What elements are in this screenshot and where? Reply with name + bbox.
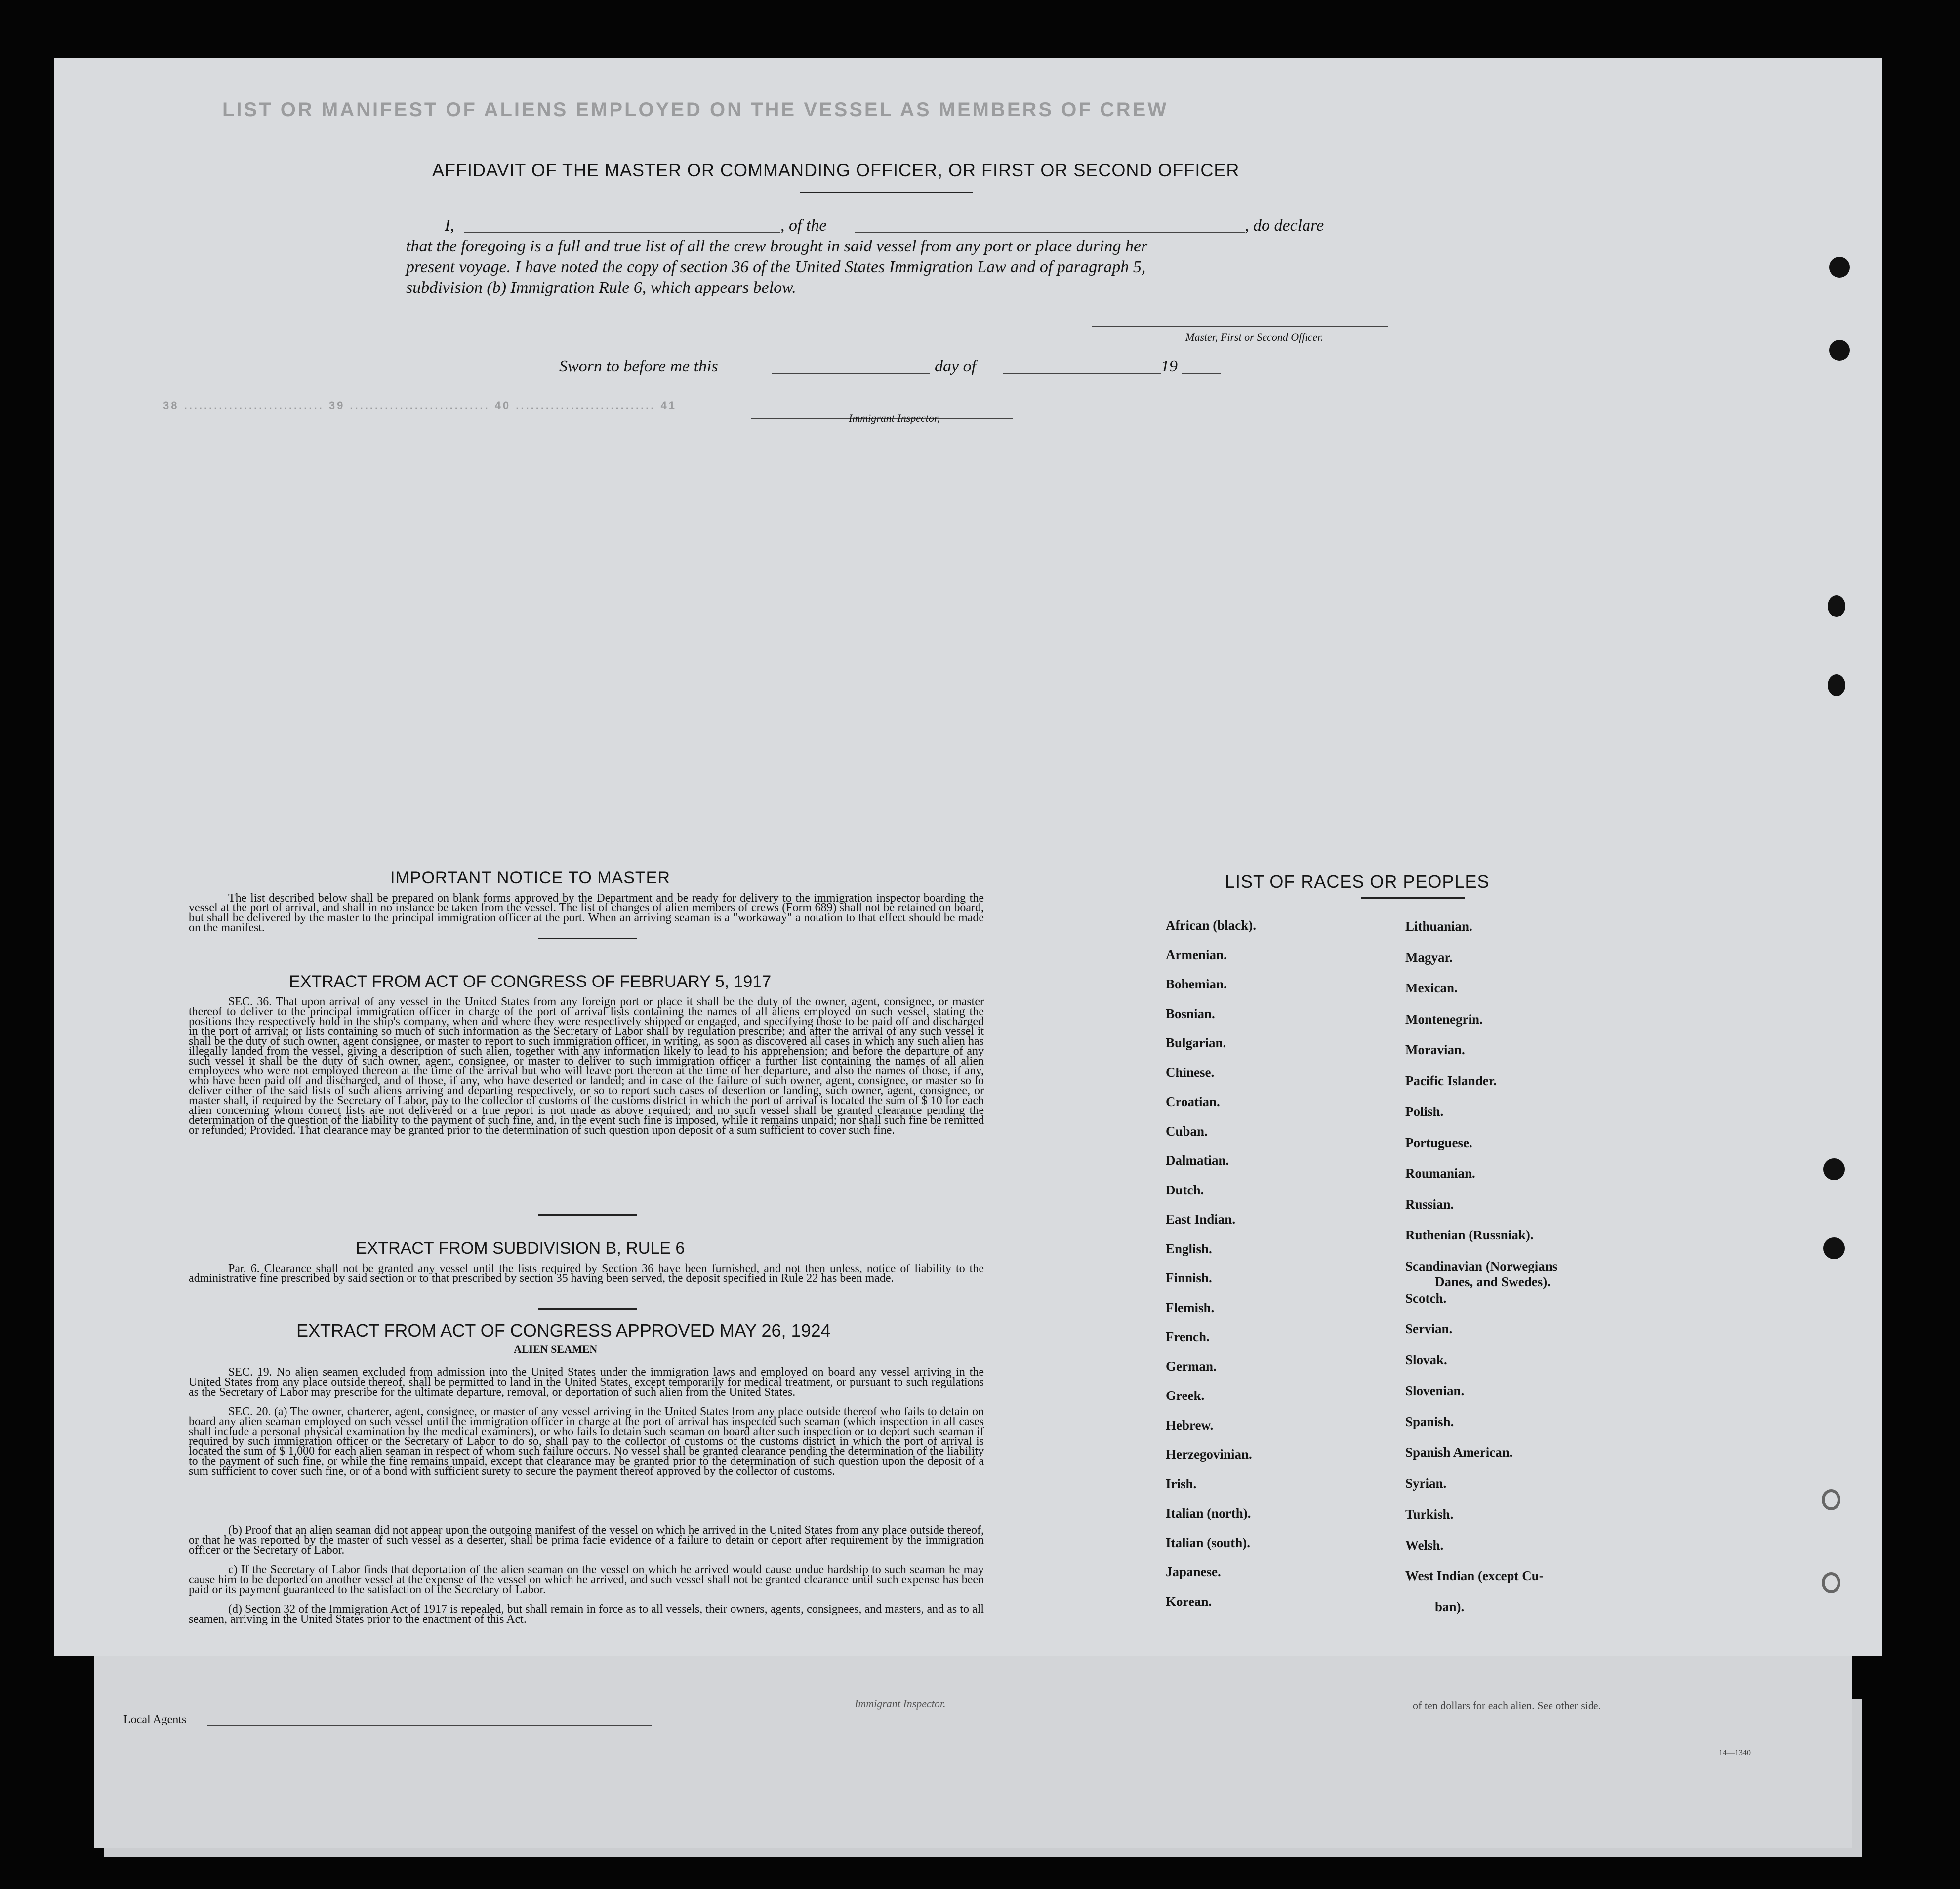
extract3-sec20a: SEC. 20. (a) The owner, charterer, agent, consignee, or master of any vessel arriving in the United States from any place outside thereof who fails to detain on board any alien seaman employed on such vessel until the immigration officer in charge at the port of arrival has inspected such seaman (which inspection in all cases shall include a personal physical examination by the medical examiners), or who fails to detain such seaman on board after such inspection or to deport such seaman if required by such immigration officer or the Secretary of Labor to do so, shall pay to the collector of customs of the customs district in which the port of arrival is located the sum of $ 1,000 for each alien seaman in respect of whom such failure occurs. No vessel shall be granted clearance pending the determination of the liability to the payment of such fine, or while the fine remains unpaid, except that clearance may be granted prior to the determination of such question upon the deposit of a sum sufficient to cover such fine, or of a bond with sufficient surety to secure the payment thereof approved by the collector of customs. xyxy=(189,1405,984,1478)
local-agents-line xyxy=(207,1725,652,1726)
affidavit-line4: subdivision (b) Immigration Rule 6, which appears below. xyxy=(406,279,796,297)
extract3-title: EXTRACT FROM ACT OF CONGRESS APPROVED MAY 26, 1924 xyxy=(296,1320,831,1341)
extract3-sec20d: (d) Section 32 of the Immigration Act of 1917 is repealed, but shall remain in force as to all vessels, their owners, agents, consignees, and masters, and as to all seamen, arriving in the United States prior to the enactment of this Act. xyxy=(189,1603,984,1626)
race-item: Slovenian. xyxy=(1405,1383,1465,1398)
sworn-text: Sworn to before me this xyxy=(559,357,718,375)
race-item: Korean. xyxy=(1166,1594,1212,1609)
affidavit-declare: , do declare xyxy=(1245,216,1324,235)
notice-title: IMPORTANT NOTICE TO MASTER xyxy=(390,868,670,887)
extract3-sec19: SEC. 19. No alien seamen excluded from admission into the United States under the immigration laws and employed on board any vessel arriving in the United States from any place outside thereof, shall be permitted to land in the United States, except temporarily for medical treatment, or pursuant to such regulations as the Secretary of Labor may prescribe for the ultimate departure, removal, or deportation of such alien from the United States. xyxy=(189,1366,984,1398)
race-item: Spanish American. xyxy=(1405,1445,1513,1460)
extract3-sec20c: c) If the Secretary of Labor finds that deportation of the alien seaman on the vessel on which he arrived would cause undue hardship to such seaman he may cause him to be deported on another vessel at the expense of the vessel on which he arrived, and such vessel shall not be granted clearance until such expense has been paid or its payment guaranteed to the satisfaction of the Secretary of Labor. xyxy=(189,1563,984,1596)
race-item: Italian (south). xyxy=(1166,1535,1251,1550)
race-item: Herzegovinian. xyxy=(1166,1447,1252,1462)
affidavit-line3: present voyage. I have noted the copy of section 36 of the United States Immigration Law and of paragraph 5, xyxy=(406,258,1146,276)
local-agents-label: Local Agents xyxy=(123,1713,187,1726)
race-item: Lithuanian. xyxy=(1405,919,1472,934)
race-item: African (black). xyxy=(1166,918,1256,933)
extract2-text: Par. 6. Clearance shall not be granted any vessel until the lists required by Section 36 have been furnished, and not then unless, notice of liability to the administrative fine prescribed by said section or to that prescribed by section 35 having been served, the deposit specified in Rule 22 has been made. xyxy=(189,1262,984,1285)
race-item: French. xyxy=(1166,1329,1210,1344)
race-item: Danes, and Swedes). xyxy=(1435,1274,1551,1289)
extract1-text: SEC. 36. That upon arrival of any vessel in the United States from any foreign port or place it shall be the duty of the owner, agent, consignee, or master thereof to deliver to the principal immigration officer in charge of the port of arrival lists containing the names of all aliens employed on such vessel, stating the positions they respectively hold in the ship's company, when and where they were respectively shipped or engaged, and specifying those to be paid off and discharged in the port of arrival; or lists containing so much of such information as the Secretary of Labor shall by regulation prescribe; and after the arrival of any such vessel it shall be the duty of such owner, agent consignee, or master to report to such immigration officer, in writing, as soon as discovered all cases in which any such alien has illegally landed from the vessel, giving a description of such alien, together with any information likely to lead to his apprehension; and before the departure of any such vessel it shall be the duty of such owner, agent, consignee, or master to deliver to such immigration officer a further list containing the names of all alien employees who were not employed thereon at the time of the arrival but who will leave port thereon at the time of her departure, and also the names of those, if any, who have been paid off and discharged, and of those, if any, who have deserted or landed; and in case of the failure of such owner, agent, consignee, or master so to deliver either of the said lists of such aliens arriving and departing respectively, or so to report such cases of desertion or landing, such owner, agent, consignee, or master shall, if required by the Secretary of Labor, pay to the collector of customs of the customs district in which the port of arrival is located the sum of $ 10 for each alien concerning whom correct lists are not delivered or a true report is not made as above required; and no such vessel shall be granted clearance pending the determination of the question of the liability to the payment of such fine, and, in the event such fine is imposed, while it remains unpaid; nor shall such fine be remitted or refunded; Provided. That clearance may be granted prior to the determination of such question upon deposit of a sum sufficient to cover such fine. xyxy=(189,995,984,1137)
race-item: Dutch. xyxy=(1166,1182,1204,1197)
race-item: Cuban. xyxy=(1166,1123,1208,1139)
race-item: Chinese. xyxy=(1166,1065,1215,1080)
underlay-inspector-text: Immigrant Inspector. xyxy=(855,1697,946,1710)
bleed-through-columns: 38 ............................ 39 ............................ 40 ............................ 41 xyxy=(163,399,677,411)
race-item: Mexican. xyxy=(1405,981,1458,995)
race-item: Spanish. xyxy=(1405,1414,1454,1429)
race-item: Armenian. xyxy=(1166,947,1227,962)
binder-hole-2 xyxy=(1829,340,1850,361)
race-item: Bosnian. xyxy=(1166,1006,1215,1021)
race-item: Italian (north). xyxy=(1166,1506,1251,1520)
race-item: Irish. xyxy=(1166,1476,1197,1491)
extract1-title: EXTRACT FROM ACT OF CONGRESS OF FEBRUARY 5, 1917 xyxy=(289,972,772,991)
affidavit-of-the: , of the xyxy=(780,216,827,235)
race-item: Moravian. xyxy=(1405,1042,1465,1057)
title-rule xyxy=(800,192,973,193)
race-item: Turkish. xyxy=(1405,1507,1454,1521)
race-item: Ruthenian (Russniak). xyxy=(1405,1228,1534,1242)
race-item: Portuguese. xyxy=(1405,1135,1472,1150)
signature-line xyxy=(1092,326,1388,327)
race-item: Servian. xyxy=(1405,1321,1453,1336)
race-item: East Indian. xyxy=(1166,1212,1236,1227)
binder-hole-1 xyxy=(1829,257,1850,278)
race-item: Scandinavian (Norwegians xyxy=(1405,1258,1558,1273)
race-item: Finnish. xyxy=(1166,1271,1212,1285)
binder-hole-4 xyxy=(1828,674,1845,696)
race-item: Scotch. xyxy=(1405,1290,1447,1306)
extract3-subtitle: ALIEN SEAMEN xyxy=(514,1343,598,1355)
race-item: Welsh. xyxy=(1405,1537,1444,1553)
race-item: Bulgarian. xyxy=(1166,1035,1226,1050)
extract3-sec20b: (b) Proof that an alien seaman did not appear upon the outgoing manifest of the vessel on which he arrived in the United States from any place outside thereof, or that he was reported by the master of such vessel as a deserter, shall be prima facie evidence of a failure to detain or deport after requirement by the immigration officer or the Secretary of Labor. xyxy=(189,1524,984,1557)
sworn-year-blank xyxy=(1182,373,1221,374)
underlying-sheet xyxy=(94,1625,1852,1848)
races-rule xyxy=(1361,897,1465,899)
race-item: Croatian. xyxy=(1166,1094,1220,1109)
race-item: English. xyxy=(1166,1241,1212,1256)
extract1-rule xyxy=(538,1214,637,1216)
race-item: Flemish. xyxy=(1166,1300,1215,1315)
affidavit-title: AFFIDAVIT OF THE MASTER OR COMMANDING OFFICER, OR FIRST OR SECOND OFFICER xyxy=(432,160,1240,180)
name-blank xyxy=(464,232,780,233)
race-item: Russian. xyxy=(1405,1196,1454,1212)
race-item: Greek. xyxy=(1166,1388,1205,1403)
race-item: German. xyxy=(1166,1358,1217,1374)
affidavit-line2: that the foregoing is a full and true list of all the crew brought in said vessel from any port or place during her xyxy=(406,237,1148,255)
race-item: ban). xyxy=(1435,1599,1465,1614)
race-item: Japanese. xyxy=(1166,1564,1221,1579)
vessel-blank xyxy=(855,232,1245,233)
binder-hole-5 xyxy=(1823,1158,1845,1180)
underlay-fine-text: of ten dollars for each alien. See other side. xyxy=(1413,1699,1601,1712)
sworn-day-blank xyxy=(772,373,930,374)
race-item: Pacific Islander. xyxy=(1405,1073,1497,1088)
race-item: Syrian. xyxy=(1405,1476,1447,1491)
extract2-title: EXTRACT FROM SUBDIVISION B, RULE 6 xyxy=(356,1239,685,1258)
bleed-through-text: LIST OR MANIFEST OF ALIENS EMPLOYED ON THE VESSEL AS MEMBERS OF CREW xyxy=(222,99,1169,121)
race-item: Hebrew. xyxy=(1166,1417,1214,1433)
binder-hole-6 xyxy=(1823,1237,1845,1259)
notice-text: The list described below shall be prepared on blank forms approved by the Department and be ready for delivery to the immigration inspector boarding the vessel at the port of arrival, and shall in no instance be taken from the vessel. The list of changes of alien members of crews (Form 689) shall not be retained on board, but shall be delivered by the master to the principal immigration officer at the port. When an arriving seaman is a "workaway" a notation to that effect should be made on the manifest. xyxy=(189,892,984,934)
document-page xyxy=(54,58,1882,1656)
race-item: Slovak. xyxy=(1405,1352,1447,1367)
extract2-rule xyxy=(538,1308,637,1310)
race-item: Dalmatian. xyxy=(1166,1153,1229,1168)
race-item: Polish. xyxy=(1405,1104,1444,1119)
race-item: Magyar. xyxy=(1405,949,1453,965)
race-item: Bohemian. xyxy=(1166,977,1227,991)
signature-caption: Master, First or Second Officer. xyxy=(1185,331,1323,343)
sworn-month-blank xyxy=(1003,373,1161,374)
binder-hole-3 xyxy=(1828,595,1845,617)
inspector-caption: Immigrant Inspector, xyxy=(849,412,940,424)
sworn-day-of: day of xyxy=(935,357,977,375)
binder-hole-7 xyxy=(1822,1489,1840,1510)
notice-rule xyxy=(538,938,637,939)
form-number: 14—1340 xyxy=(1719,1749,1751,1757)
race-item: Roumanian. xyxy=(1405,1166,1475,1181)
race-item: Montenegrin. xyxy=(1405,1011,1483,1027)
race-item: West Indian (except Cu- xyxy=(1405,1568,1544,1583)
affidavit-i: I, xyxy=(445,216,454,235)
races-title: LIST OF RACES OR PEOPLES xyxy=(1225,871,1490,892)
binder-hole-8 xyxy=(1822,1572,1840,1593)
sworn-year: 19 xyxy=(1161,357,1178,375)
